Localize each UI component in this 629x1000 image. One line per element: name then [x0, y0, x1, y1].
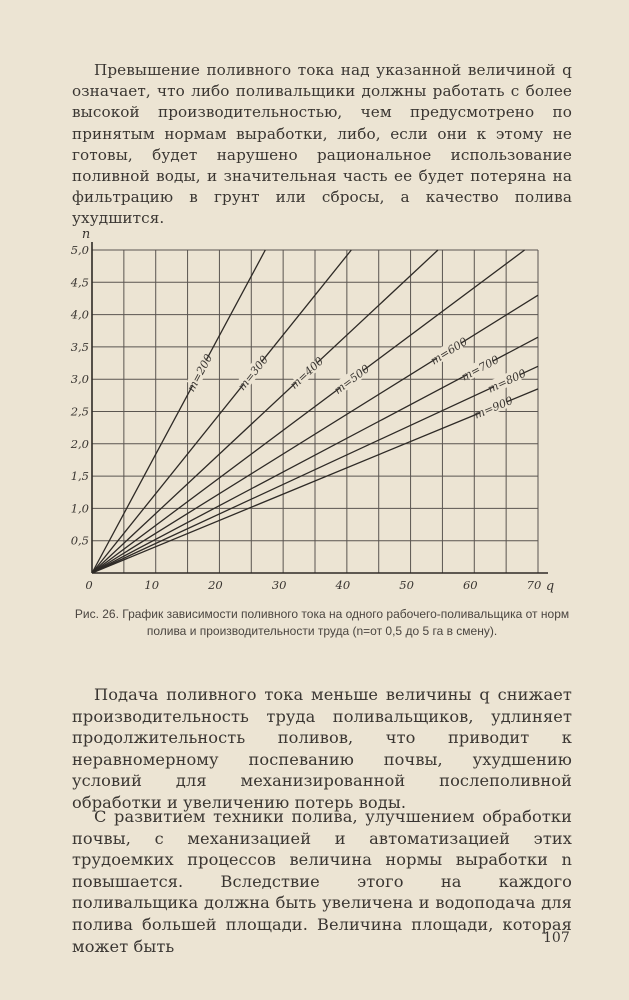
y-tick-label: 2,0	[70, 436, 89, 451]
y-tick-label: 5,0	[70, 243, 89, 257]
paragraph-2-text: Подача поливного тока меньше величины q снижает производительность труда поливальщиков, удлиняет продолжительность поливов, что приводит к неравномерному поспеванию почвы, ухудшению условий для механизированной послеполивной обработки и увеличению потерь воды.	[72, 685, 572, 812]
y-tick-label: 1,0	[70, 501, 89, 516]
series-label: m=700	[459, 353, 502, 384]
series-label: m=900	[472, 393, 515, 422]
y-tick-label: 1,5	[70, 469, 89, 484]
paragraph-3-text: С развитием техники полива, улучшением обработки почвы, с механизацией и автоматизацией этих трудоемких процессов величина нормы выработки n повышается. Вследствие этого на каждого поливальщика должна быть увеличена и водоподача для полива большей площади. Величина площади, которая может быть	[72, 807, 572, 956]
series-label: m=800	[485, 366, 529, 396]
x-tick-label: 20	[208, 578, 223, 592]
x-tick-label: 40	[335, 578, 351, 592]
y-axis-label: n	[81, 227, 91, 242]
x-tick-label: 60	[462, 578, 478, 592]
series-label: m=400	[287, 354, 327, 392]
y-tick-label: 4,0	[70, 307, 89, 322]
x-tick-label: 50	[399, 578, 414, 592]
series-label: m=500	[331, 362, 373, 397]
x-tick-label: 10	[144, 578, 160, 592]
series-label: m=200	[184, 351, 216, 394]
paragraph-3	[72, 806, 572, 957]
page-number: 107	[543, 930, 570, 946]
x-tick-label: 70	[526, 578, 542, 592]
paragraph-1-text: Превышение поливного тока над указанной величиной q означает, что либо поливальщики должны работать с более высокой производительностью, чем предусмотрено по принятым нормам выработки, либо, если они к этому не готовы, будет нарушено рациональное использование поливной воды, и значительная часть ее будет потеряна на фильтрацию в грунт или сбросы, а качество полива ухудшится.	[72, 61, 572, 228]
figure-caption: Рис. 26. График зависимости поливного тока на одного рабочего-поливальщика от норм полива и производительности труда (n=от 0,5 до 5 га в смену).	[74, 607, 570, 638]
series-label: m=600	[428, 334, 470, 368]
y-tick-label: 4,5	[70, 275, 89, 290]
chart-grid	[92, 250, 538, 573]
y-tick-label: 2,5	[70, 404, 89, 419]
y-tick-label: 0,5	[70, 533, 89, 548]
y-tick-label: 3,0	[70, 372, 89, 387]
y-tick-label: 3,5	[70, 339, 89, 354]
series-label: m=300	[235, 353, 271, 393]
x-axis-label: q	[545, 579, 555, 594]
paragraph-2	[72, 684, 572, 814]
x-tick-label: 30	[271, 578, 287, 592]
x-tick-label: 0	[85, 578, 93, 592]
